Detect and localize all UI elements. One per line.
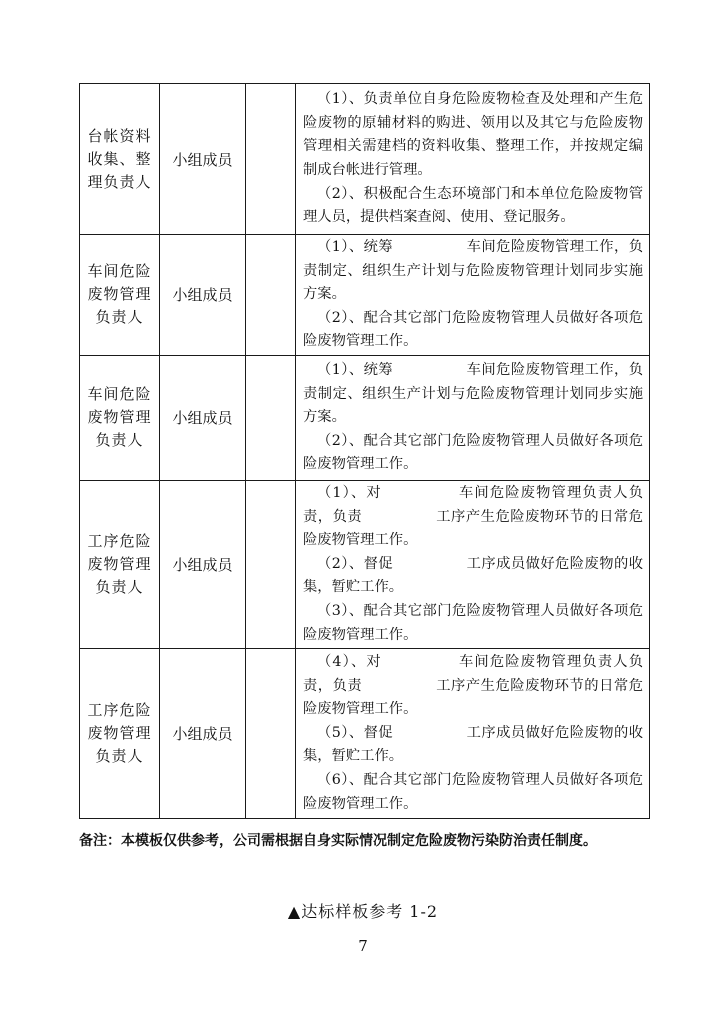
figure-caption: ▲达标样板参考 1-2	[287, 902, 439, 921]
role-cell: 台帐资料收集、整理负责人	[80, 84, 160, 235]
duty-item: （5）、督促 工序成员做好危险废物的收集，暂贮工作。	[303, 724, 643, 765]
duty-item: （2）、配合其它部门危险废物管理人员做好各项危险废物管理工作。	[303, 432, 643, 473]
duty-cell	[296, 649, 650, 819]
duty-item: （2）、督促 工序成员做好危险废物的收集，暂贮工作。	[303, 555, 643, 596]
table-row	[80, 84, 650, 235]
duty-item: （1）、统筹 车间危险废物管理工作，负责制定、组织生产计划与危险废物管理计划同步实施方案。	[303, 239, 643, 303]
role-cell: 工序危险废物管理负责人	[80, 649, 160, 819]
table-row	[80, 480, 650, 648]
duty-cell	[296, 235, 650, 356]
table-row	[80, 649, 650, 819]
role-cell: 工序危险废物管理负责人	[80, 480, 160, 648]
member-cell: 小组成员	[160, 355, 246, 480]
duty-item: （1）、对 车间危险废物管理负责人负责，负责 工序产生危险废物环节的日常危险废物管理工作。	[303, 484, 643, 549]
role-cell: 车间危险废物管理负责人	[80, 235, 160, 356]
role-cell: 车间危险废物管理负责人	[80, 355, 160, 480]
name-cell	[246, 649, 296, 819]
table-row	[80, 355, 650, 480]
duty-cell	[296, 480, 650, 648]
duty-item: （4）、对 车间危险废物管理负责人负责，负责 工序产生危险废物环节的日常危险废物管理工作。	[303, 654, 643, 718]
responsibility-table	[79, 83, 650, 819]
member-cell: 小组成员	[160, 480, 246, 648]
page-number: 7	[358, 937, 368, 955]
member-cell: 小组成员	[160, 84, 246, 235]
template-note: 备注：本模板仅供参考，公司需根据自身实际情况制定危险废物污染防治责任制度。	[79, 833, 597, 849]
duty-item: （1）、负责单位自身危险废物检查及处理和产生危险废物的原辅材料的购进、领用以及其它与危险废物管理相关需建档的资料收集、整理工作，并按规定编制成台帐进行管理。	[303, 91, 643, 178]
duty-cell	[296, 84, 650, 235]
duty-item: （1）、统筹 车间危险废物管理工作，负责制定、组织生产计划与危险废物管理计划同步实施方案。	[303, 361, 643, 426]
member-cell: 小组成员	[160, 235, 246, 356]
duty-item: （2）、配合其它部门危险废物管理人员做好各项危险废物管理工作。	[303, 309, 643, 350]
duty-cell	[296, 355, 650, 480]
duty-item: （6）、配合其它部门危险废物管理人员做好各项危险废物管理工作。	[303, 772, 643, 812]
table-row	[80, 235, 650, 356]
name-cell	[246, 480, 296, 648]
member-cell: 小组成员	[160, 649, 246, 819]
duty-item: （2）、积极配合生态环境部门和本单位危险废物管理人员，提供档案查阅、使用、登记服务。	[303, 185, 643, 226]
name-cell	[246, 355, 296, 480]
name-cell	[246, 84, 296, 235]
duty-item: （3）、配合其它部门危险废物管理人员做好各项危险废物管理工作。	[303, 602, 643, 643]
name-cell	[246, 235, 296, 356]
